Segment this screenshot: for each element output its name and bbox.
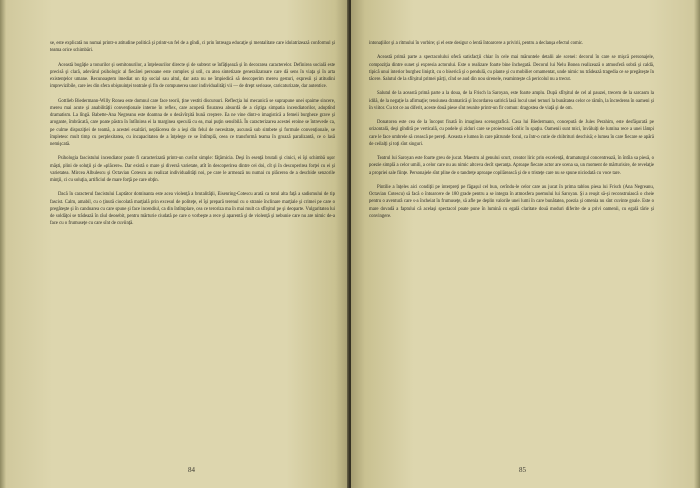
- right-page-number: 85: [519, 466, 526, 474]
- left-paragraph-5: Dacă în caracterul fascistului Luptător dominanta este acea violenţă a brutalităţii, Eisenring-Cotescu arată ca totul alta faţă a sadismului de tip fascist. Calm, amabil, cu o ţinută ciocolată marţială prin excesul de politeţe, el îşi prepară terenul cu o stranie înclinare marţiale şi crimei pe care o pregăteşte şi în candoarea cu care spune şi face incendiul, ca din întîmplare, cea ce teroriza ma în mai mult ca sfîrşitul pe şi deoparte. Vulgaritatea lui de soldăţoi se trădează în răul deosebit, pentru mărturie ciudată pe care o vorbeşte a rece şi aparentă şi de violenţă şi nebunie care nu are nimic de-a face cu o frumuseţe cu care sînt de cuviinţă.: [50, 192, 335, 227]
- left-page-text: [50, 40, 335, 228]
- left-paragraph-2: Această bogăţie a tonurilor şi semitonurilor, a înţelesurilor directe şi de subtext se înfăţişează şi în decorarea caracterelor. Definirea socială este precisă şi clară, adevărul psihologic al fiecărei persoane este complex şi util, cu atea sintetizate generalizatoare care dă sens în viaţa şi în arta existenţelor umane. Recunoaştem imediat un tip social sau altul, dar asta nu ne împiedică să descoperim mereu gesturi, expresii şi atitudini imprevizibile, care ies din sfera obişnuinţei teatrale şi fin de compunerea unor individualităţi vii — de drept serioase, caricaturizate, dar autentice.: [50, 62, 335, 90]
- right-paragraph-2: Această primă parte a spectacolului oferă satisfacţii chiar în cele mai măruntele detalii ale scenei: decorul în care se mişcă personajele, compoziţia dintre sunet şi expresia actorului. Este o realizare foarte bine închegată. Decorul lui Nelu Bonea realizează o atmosferă sobră şi caldă, tipică unui interior burghez liniştit, cu o biserică şi o pendulă, cu plante şi cu mobilier ornamentat, unde nimic nu trădează tragedia ce se pregăteşte în tăcere. Salutul de la sfîrşitul primei părţi, cînd se aud din nou sirenele, reaminteşte că pericolul nu a trecut.: [369, 55, 654, 82]
- right-paragraph-5: Teatrul lui Saroyan este foarte greu de jucat. Maestru al genului scurt, creator liric prin excelenţă, dramaturgul concentrează, în întîia sa piesă, o poezie simplă a celor umili, a celor care nu au nimic altceva decît speranţa. Aproape fiecare actor are scena sa, un moment de mărturisire, de revelaţie a propriei sale fiinţe. Personajele sînt pline de o tandreţe aproape copilărească şi de o tristeţe care nu se spune niciodată cu voce tare.: [369, 156, 654, 176]
- right-page-text: [369, 40, 654, 220]
- left-page: [0, 0, 349, 488]
- right-paragraph-6: Pintilie a înţeles aici condiţii pe interpreţi pe făgaşul cel bun, cerîndu-le celor care au jucat în prima tablou piesa lui Frisch (Ana Negreanu, Octavian Cotescu) să facă o întoarcere de 180 grade pentru a se integra în atmosfera poemului lui Saroyan. Şi a reuşit să-şi reconstruiască o cheie pentru o aventură care s-a încheiat în frumuseţe, să afle pe deplin valorile unei lumi în care bunătatea, poezia şi omenia nu sînt cuvinte goale. Este o mare dovadă a faptului că acelaşi spectacol poate pune în lumină cu egală claritate două moduri diferite de a privi oamenii, cu egală tărie şi convingere.: [369, 184, 654, 219]
- right-paragraph-1: intonaţiilor şi a ritmului în vorbire; şi el este desigur o lentă întoarcere a privirii, pentru a declanşa efectul comic.: [369, 41, 584, 46]
- left-paragraph-3: Gottlieb Biedermann-Willy Ronea este domnul care face teorii, ţine vestiti discursuri. Reflecţia lui mecanică se suprapune unei spaime sincere, mereu mai acute şi anabilităţii convenţionale interne în reflex, care acoperă fisurarea absurdă de a cîştiga simpatia incendiatorilor, adoptînd dramatism. La lîngă. Babette-Ana Negreanu este doamna de o desăvîrşită bună creştere. Ea ne vine dintr-o imagistică a femeii burgheze grave şi arogante, îmbrăcată, care poate păstra în întîlnirea ei la marginea speculă cu ea, mai puţin sensibilă. În caracterizarea acestei eroine se întrevede ca, pe culme dispoziţiei de teamă, a acestei exaltări, neplăcerea de a ieşi din felul de necesitate, ascunsă sub simbete şi formule convenţionale, se împletesc mult timp cu perplexitatea, cu incapacitatea de a înţelege ce se întîmplă, ceea ce transformă teama în groază paralizantă, ce o lasă nemişcată.: [50, 98, 335, 147]
- left-paragraph-1: se, este explicată nu numai printr-o atitudine politică şi printr-un fel de a gîndi, ci prin întreaga educaţie şi mentalitate care idolatrizează conformul şi teama orice schimbări.: [50, 41, 335, 54]
- right-paragraph-3: Salutul de la această primă parte a la doua, de la Frisch la Saroyan, este foarte amplu. După sfîrşitul de cel al pauzei, trecem de la sarcasm la idilă, de la negaţie la afirmaţie; tensiunea dramatică şi încordarea satirică lasă locul unei ternuri la bunătatea celor ce rămîn, la încrederea în oameni şi în viitor. Cu tot ce au diferit, aceste două piese sînt reunite printr-un fir comun: dragostea de viaţă şi de om.: [369, 91, 654, 111]
- left-page-number: 84: [188, 466, 195, 474]
- left-page-edge: [0, 0, 6, 488]
- left-paragraph-4: Psihologia fascistului incendiator poate fi caracterizată printr-un cuvînt simple: făţărnicia. Deşi în esenţă brutali şi cinici, ei îşi schimbă uşor măşti, plini de soluţii şi de «plăcere». Dar există o mare şi diversă varietate, atît în descoperirea dintre cei doi, cît şi în descoperirea forţei cu ei şi varietatea. Mircea Albulescu şi Octavian Cotescu au realizat individualităţi noi, pe care le armează nu numai cu plăcerea de a deschide senzorile minţii, ci cu soluţia, artificiul de mare forţă pe care obţin.: [50, 156, 335, 183]
- right-page: [351, 0, 700, 488]
- right-page-edge: [694, 0, 700, 488]
- right-paragraph-4: Donatorea este cea de la încoput fixată în imaginea scenografică. Casa lui Biedermann, concepută de Jules Perahim, este desfăşurată pe orizontală, deşi gîndită pe verticală, cu podele şi ziduri care se proiectează oblic în spaţiu. Oamenii sunt mici, învăluiţi de lumina rece a unei lămpi care le face umbrele să crească pe pereţi. Aceasta e lumea în care pătrunde focul, ca într-o cutie de chibrituri deschisă; e lumea în care fiecare se apără de ceilalţi şi toţi sînt singuri.: [369, 120, 654, 147]
